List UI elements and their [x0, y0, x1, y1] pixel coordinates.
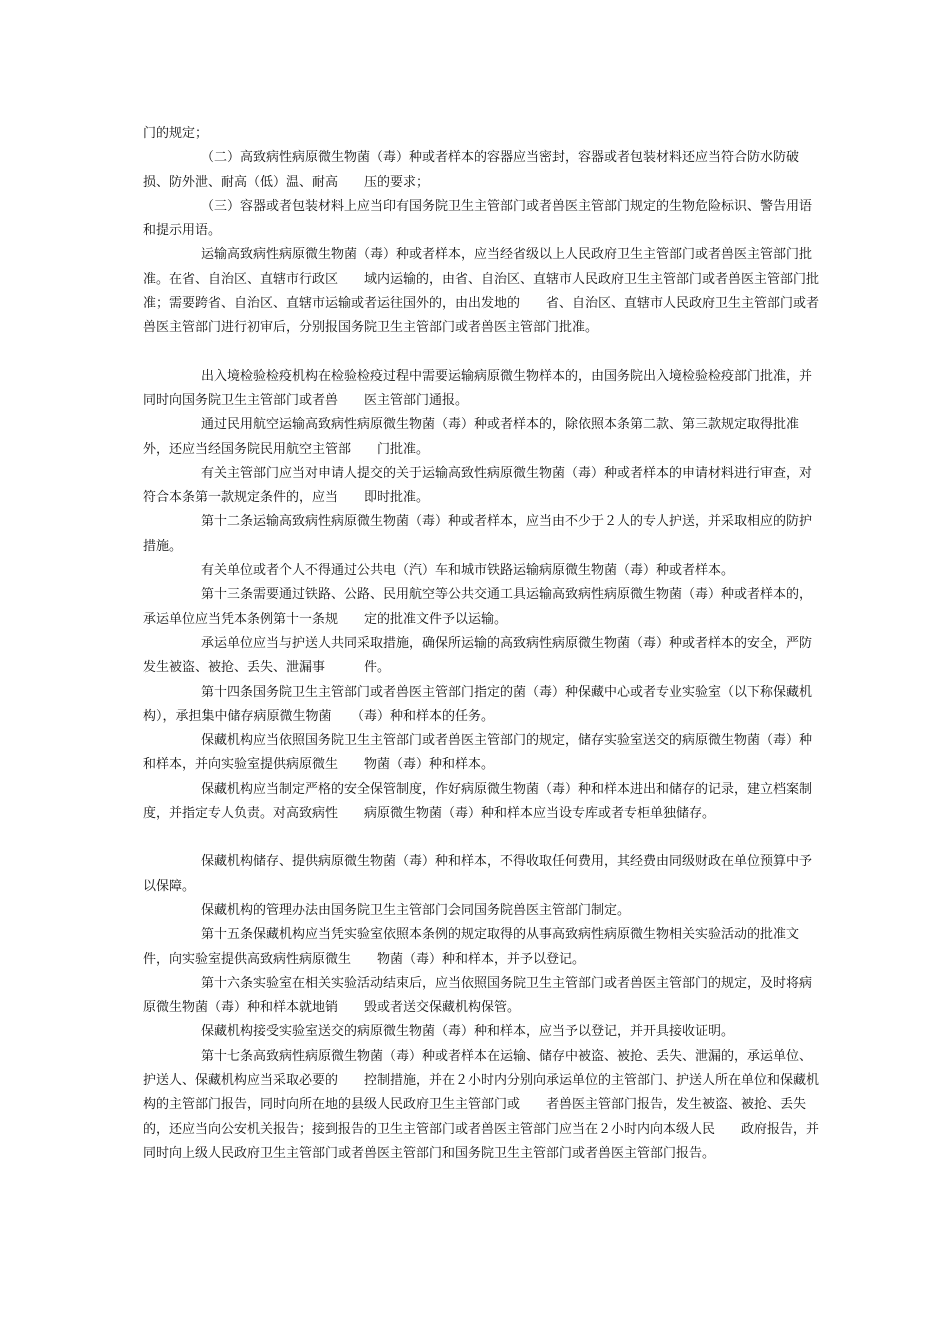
paragraph: 保藏机构应当制定严格的安全保管制度，作好病原微生物菌（毒）种和样本进出和储存的记录，建立档案制度，并指定专人负责。对高致病性 病原微生物菌（毒）种和样本应当设专库或者专柜单独储存。 — [143, 781, 813, 822]
article-13-paragraph: 第十三条需要通过铁路、公路、民用航空等公共交通工具运输高致病性病原微生物菌（毒）种或者样本的，承运单位应当凭本条例第十一条规 定的批准文件予以运输。 — [143, 587, 813, 627]
article-17-paragraph: 第十七条高致病性病原微生物菌（毒）种或者样本在运输、储存中被盗、被抢、丢失、泄漏的，承运单位、护送人、保藏机构应当采取必要的 控制措施，并在２小时内分别向承运单位的主管部门、护送人所在单位和保藏机构的主管部门报告，同时向所在地的县级人民政府卫生主管部门或 者兽医主管部门报告，发生被盗、被抢、丢失的，还应当向公安机关报告；接到报告的卫生主管部门或者兽医主管部门应当在２小时内向本级人民 政府报告，并同时向上级人民政府卫生主管部门或者兽医主管部门和国务院卫生主管部门或者兽医主管部门报告。 — [143, 1048, 820, 1161]
article-14-paragraph: 第十四条国务院卫生主管部门或者兽医主管部门指定的菌（毒）种保藏中心或者专业实验室（以下称保藏机构），承担集中储存病原微生物菌 （毒）种和样本的任务。 — [143, 684, 813, 724]
paragraph: 出入境检验检疫机构在检验检疫过程中需要运输病原微生物样本的，由国务院出入境检验检疫部门批准，并同时向国务院卫生主管部门或者兽 医主管部门通报。 — [143, 368, 813, 408]
paragraph: 承运单位应当与护送人共同采取措施，确保所运输的高致病性病原微生物菌（毒）种或者样本的安全，严防发生被盗、被抢、丢失、泄漏事 件。 — [143, 635, 813, 676]
document-body — [143, 122, 820, 1166]
paragraph: 保藏机构接受实验室送交的病原微生物菌（毒）种和样本，应当予以登记，并开具接收证明。 — [201, 1024, 735, 1040]
article-15-paragraph: 第十五条保藏机构应当凭实验室依照本条例的规定取得的从事高致病性病原微生物相关实验活动的批准文件，向实验室提供高致病性病原微生 物菌（毒）种和样本，并予以登记。 — [143, 927, 800, 967]
paragraph: 有关主管部门应当对申请人提交的关于运输高致性病原微生物菌（毒）种或者样本的申请材料进行审查，对符合本条第一款规定条件的，应当 即时批准。 — [143, 465, 813, 506]
article-12-paragraph: 第十二条运输高致病性病原微生物菌（毒）种或者样本，应当由不少于２人的专人护送，并采取相应的防护措施。 — [143, 514, 813, 554]
paragraph: 有关单位或者个人不得通过公共电（汽）车和城市铁路运输病原微生物菌（毒）种或者样本。 — [201, 563, 735, 579]
paragraph: 保藏机构储存、提供病原微生物菌（毒）种和样本，不得收取任何费用，其经费由同级财政在单位预算中予以保障。 — [143, 854, 813, 894]
paragraph: 保藏机构应当依照国务院卫生主管部门或者兽医主管部门的规定，储存实验室送交的病原微生物菌（毒）种和样本，并向实验室提供病原微生 物菌（毒）种和样本。 — [143, 733, 813, 773]
paragraph: 运输高致病性病原微生物菌（毒）种或者样本，应当经省级以上人民政府卫生主管部门或者兽医主管部门批准。在省、自治区、直辖市行政区 域内运输的，由省、自治区、直辖市人民政府卫生主管部门或者兽医主管部门批准；需要跨省、自治区、直辖市运输或者运往国外的，由出发地的 省、自治区、直辖市人民政府卫生主管部门或者兽医主管部门进行初审后，分别报国务院卫生主管部门或者兽医主管部门批准。 — [143, 247, 820, 336]
paragraph: 保藏机构的管理办法由国务院卫生主管部门会同国务院兽医主管部门制定。 — [201, 902, 631, 918]
paragraph: （二）高致病性病原微生物菌（毒）种或者样本的容器应当密封，容器或者包装材料还应当符合防水防破损、防外泄、耐高（低）温、耐高 压的要求； — [143, 150, 800, 190]
paragraph: （三）容器或者包装材料上应当印有国务院卫生主管部门或者兽医主管部门规定的生物危险标识、警告用语和提示用语。 — [143, 198, 813, 239]
paragraph: 门的规定； — [143, 126, 209, 141]
paragraph: 通过民用航空运输高致病性病原微生物菌（毒）种或者样本的，除依照本条第二款、第三款规定取得批准外，还应当经国务院民用航空主管部 门批准。 — [143, 417, 800, 457]
article-16-paragraph: 第十六条实验室在相关实验活动结束后，应当依照国务院卫生主管部门或者兽医主管部门的规定，及时将病原微生物菌（毒）种和样本就地销 毁或者送交保藏机构保管。 — [143, 975, 813, 1016]
